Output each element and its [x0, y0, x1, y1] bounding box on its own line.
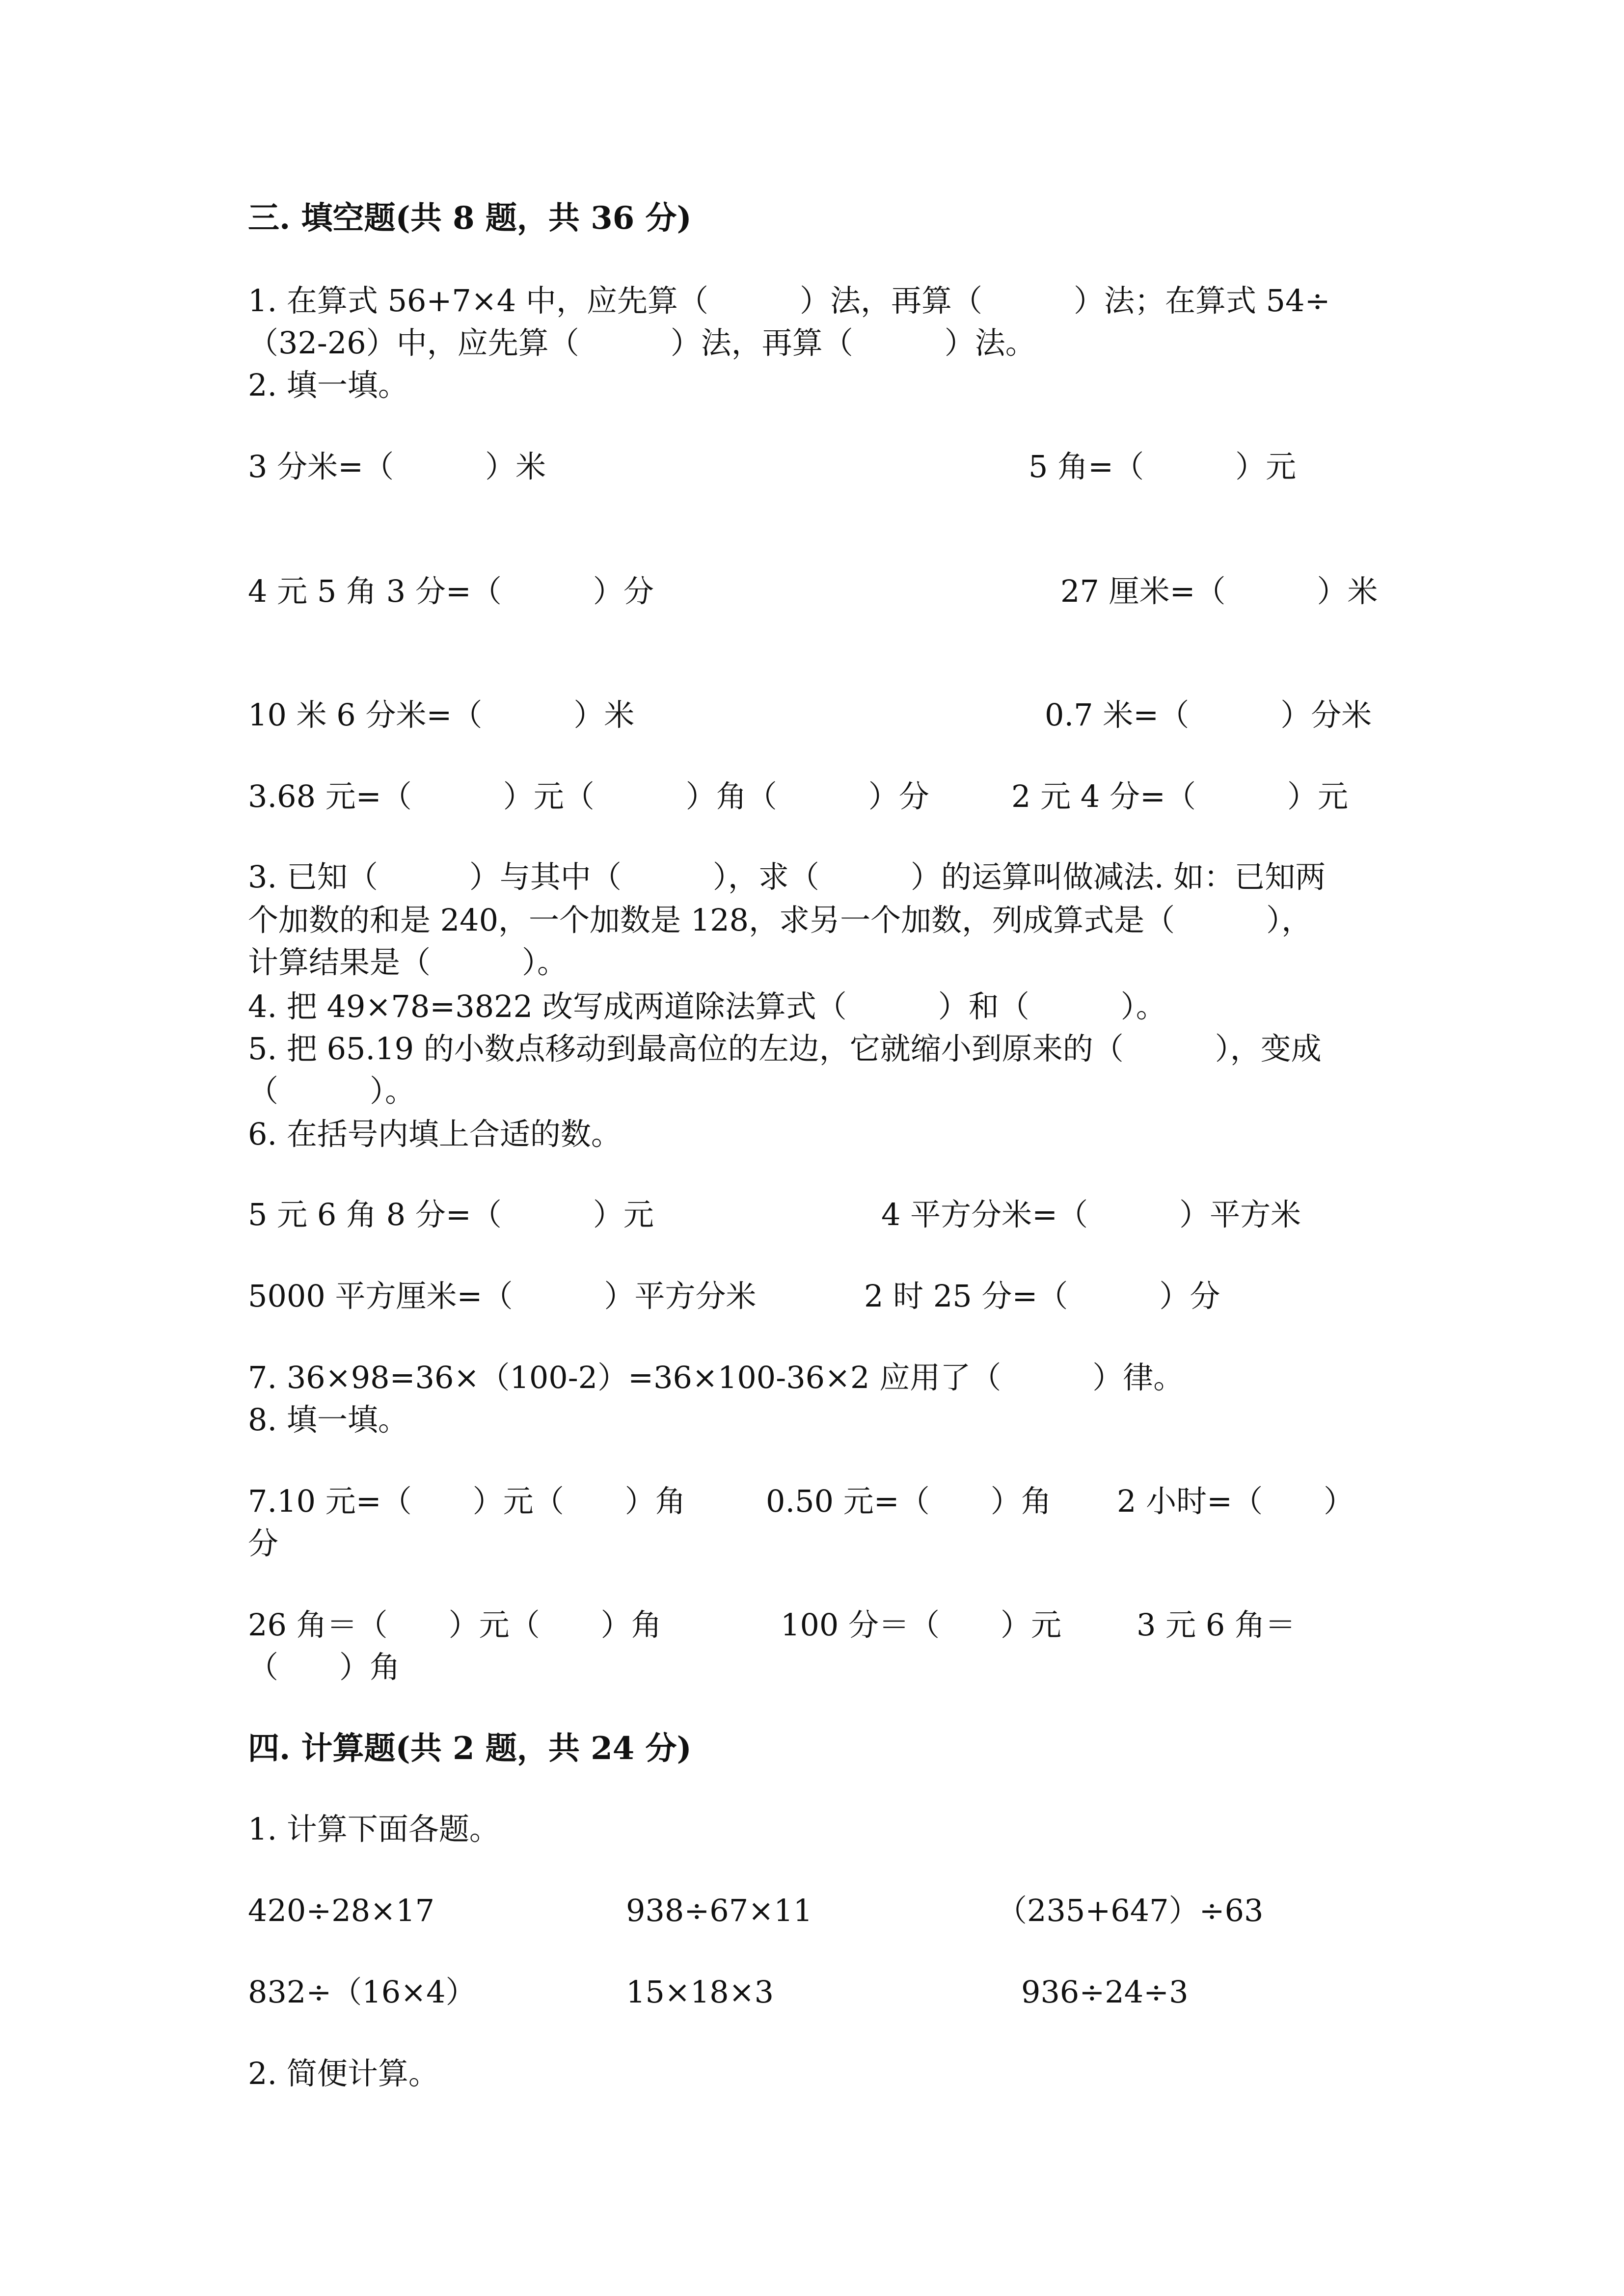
s4-q1-title: 1. 计算下面各题。	[248, 1811, 500, 1847]
q8-row2-a: 26 角＝（ ）元（ ）角	[248, 1607, 662, 1643]
q3-line-3: 计算结果是（ ）。	[248, 944, 568, 980]
s4-q1-expr: 15×18×3	[626, 1974, 774, 2010]
section-4-heading: 四. 计算题(共 2 题，共 24 分)	[248, 1730, 692, 1767]
q2-row1-right: 5 角=（ ）元	[1029, 449, 1297, 484]
q8-row1-c: 2 小时=（ ）	[1117, 1483, 1354, 1519]
q8-title: 8. 填一填。	[248, 1402, 408, 1438]
q2-row2-right: 27 厘米=（ ）米	[1060, 573, 1378, 609]
q3-line-2: 个加数的和是 240，一个加数是 128，求另一个加数，列成算式是（ ），	[248, 902, 1312, 938]
q8-row1-a: 7.10 元=（ ）元（ ）角	[248, 1483, 686, 1519]
q2-row3-left: 10 米 6 分米=（ ）米	[248, 697, 635, 733]
q6-row1-left: 5 元 6 角 8 分=（ ）元	[248, 1197, 654, 1232]
q6-row1-right: 4 平方分米=（ ）平方米	[881, 1197, 1301, 1232]
q5-line-2: （ ）。	[248, 1073, 416, 1109]
s4-q1-expr: 936÷24÷3	[1021, 1974, 1189, 2010]
q6-title: 6. 在括号内填上合适的数。	[248, 1116, 622, 1152]
q8-row2-c: 3 元 6 角＝	[1137, 1607, 1296, 1643]
q8-row2-wrap: （ ）角	[248, 1649, 401, 1685]
q4-line: 4. 把 49×78=3822 改写成两道除法算式（ ）和（ ）。	[248, 988, 1166, 1024]
q2-row4-left: 3.68 元=（ ）元（ ）角（ ）分	[248, 778, 929, 814]
q2-row3-right: 0.7 米=（ ）分米	[1045, 697, 1372, 733]
q6-row2-left: 5000 平方厘米=（ ）平方分米	[248, 1278, 757, 1314]
s4-q1-expr: 938÷67×11	[626, 1893, 813, 1928]
section-3-heading: 三. 填空题(共 8 题，共 36 分)	[248, 200, 692, 237]
q7-line: 7. 36×98=36×（100-2）=36×100-36×2 应用了（ ）律。	[248, 1360, 1184, 1395]
q3-line-1: 3. 已知（ ）与其中（ ），求（ ）的运算叫做减法. 如：已知两	[248, 859, 1326, 895]
q2-row4-right: 2 元 4 分=（ ）元	[1011, 778, 1348, 814]
q8-row2-b: 100 分＝（ ）元	[781, 1607, 1062, 1643]
q2-row1-left: 3 分米=（ ）米	[248, 449, 546, 484]
s4-q1-expr: 420÷28×17	[248, 1893, 435, 1928]
q2-title: 2. 填一填。	[248, 367, 408, 403]
q6-row2-right: 2 时 25 分=（ ）分	[864, 1278, 1220, 1314]
q5-line-1: 5. 把 65.19 的小数点移动到最高位的左边，它就缩小到原来的（ ），变成	[248, 1031, 1322, 1067]
s4-q2-title: 2. 简便计算。	[248, 2056, 439, 2091]
q2-row2-left: 4 元 5 角 3 分=（ ）分	[248, 573, 654, 609]
q8-row1-wrap: 分	[248, 1525, 279, 1561]
s4-q1-expr: （235+647）÷63	[997, 1893, 1264, 1928]
q1-line-1: 1. 在算式 56+7×4 中，应先算（ ）法，再算（ ）法；在算式 54÷	[248, 283, 1330, 319]
q8-row1-b: 0.50 元=（ ）角	[766, 1483, 1052, 1519]
s4-q1-expr: 832÷（16×4）	[248, 1974, 476, 2010]
q1-line-2: （32-26）中，应先算（ ）法，再算（ ）法。	[248, 325, 1036, 361]
